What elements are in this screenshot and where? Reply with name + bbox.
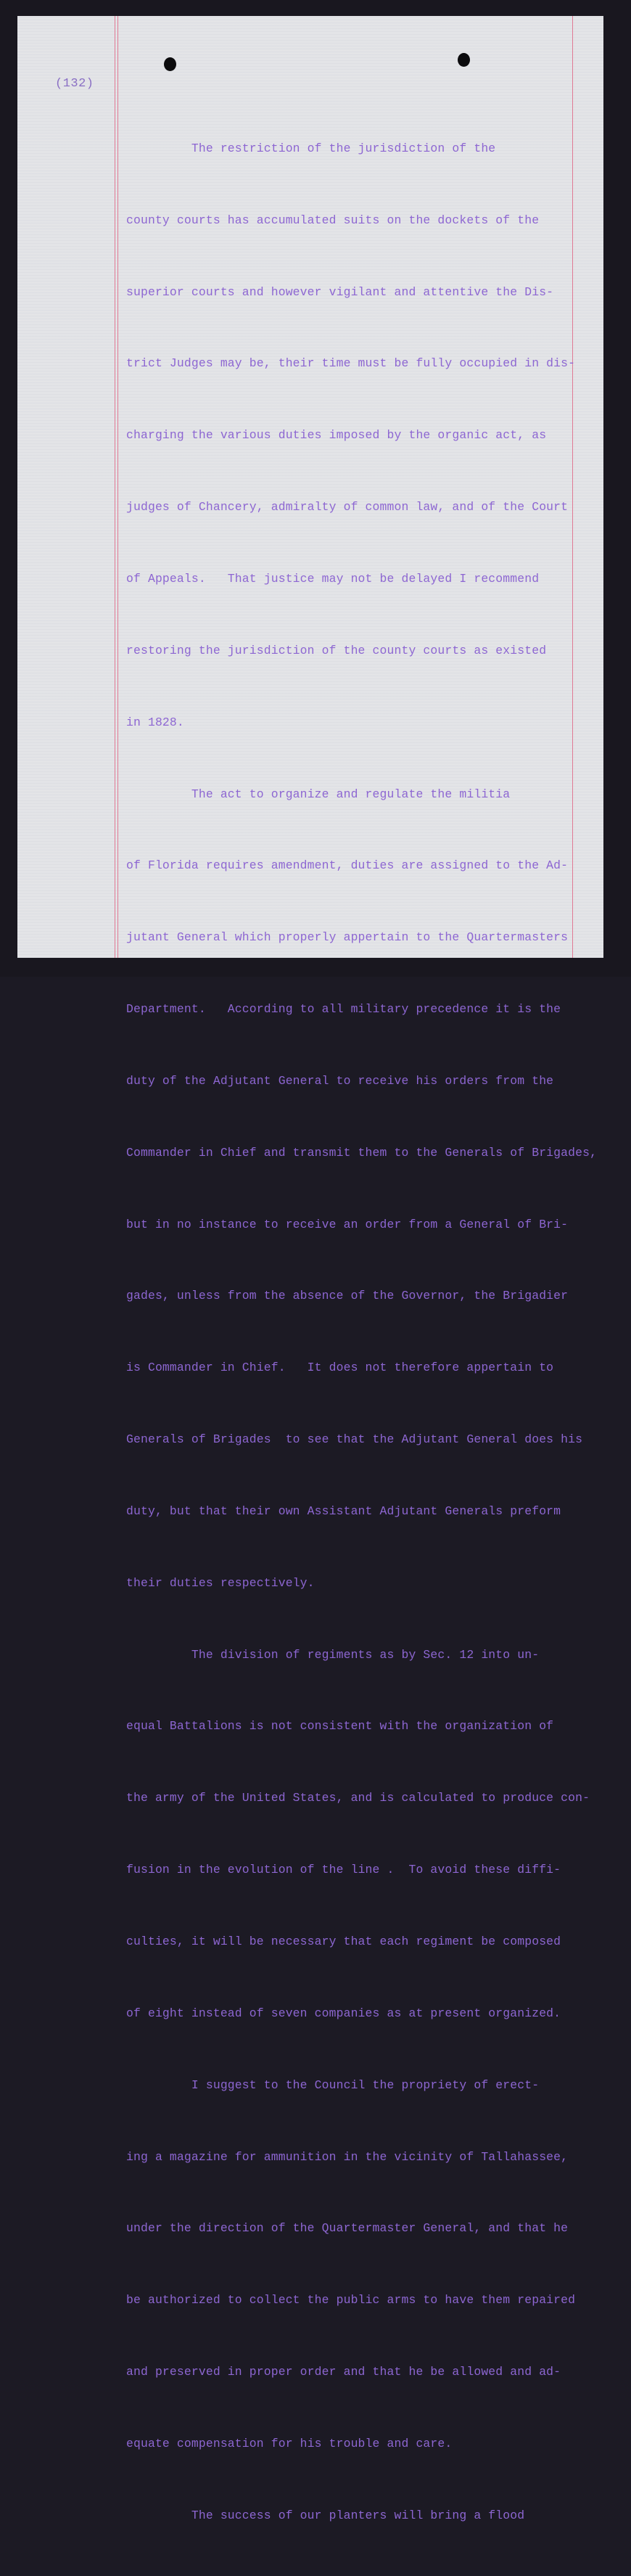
text-line: in 1828.: [126, 715, 184, 729]
text-line: The division of regiments as by Sec. 12 into un-: [126, 1647, 540, 1662]
document-page: [17, 16, 603, 2522]
text-line: of Appeals. That justice may not be delayed I recommend: [126, 571, 540, 586]
text-line: I suggest to the Council the propriety of erect-: [126, 2077, 540, 2092]
text-line: duty of the Adjutant General to receive his orders from the: [126, 1073, 554, 1088]
text-line: jutant General which properly appertain to the Quartermasters: [126, 930, 569, 945]
text-line: Commander in Chief and transmit them to the Generals of Brigades,: [126, 1145, 598, 1160]
text-line: judges of Chancery, admiralty of common law, and of the Court: [126, 500, 569, 514]
text-line: of Florida requires amendment, duties are assigned to the Ad-: [126, 858, 569, 873]
text-line: of eight instead of seven companies as at present organized.: [126, 2006, 561, 2020]
text-line: Department. According to all military precedence it is the: [126, 1002, 561, 1017]
text-line: gades, unless from the absence of the Governor, the Brigadier: [126, 1289, 569, 1303]
text-line: charging the various duties imposed by the organic act, as: [126, 428, 547, 443]
punch-hole: [164, 57, 176, 71]
text-line: county courts has accumulated suits on the dockets of the: [126, 213, 540, 227]
text-line: trict Judges may be, their time must be fully occupied in dis-: [126, 356, 576, 371]
text-line: The act to organize and regulate the militia: [126, 787, 511, 801]
text-line: under the direction of the Quartermaster General, and that he: [126, 2221, 569, 2236]
text-line: their duties respectively.: [126, 1575, 315, 1590]
text-line: superior courts and however vigilant and attentive the Dis-: [126, 284, 554, 299]
text-line: Generals of Brigades to see that the Adjutant General does his: [126, 1432, 583, 1447]
text-line: the army of the United States, and is calculated to produce con-: [126, 1791, 590, 1805]
page-number: (132): [55, 77, 94, 91]
text-line: equal Battalions is not consistent with the organization of: [126, 1719, 554, 1734]
text-line: is Commander in Chief. It does not therefore appertain to: [126, 1361, 554, 1375]
text-line: The restriction of the jurisdiction of the: [126, 141, 496, 155]
punch-hole: [458, 53, 470, 67]
text-line: but in no instance to receive an order from a General of Bri-: [126, 1217, 569, 1231]
text-line: The success of our planters will bring a flood: [126, 2508, 525, 2522]
left-margin-rule-inner: [117, 16, 118, 958]
text-line: equate compensation for his trouble and care.: [126, 2436, 453, 2450]
text-line: restoring the jurisdiction of the county courts as existed: [126, 643, 547, 657]
text-line: duty, but that their own Assistant Adjutant Generals preform: [126, 1504, 561, 1518]
text-line: and preserved in proper order and that he be allowed and ad-: [126, 2365, 561, 2379]
text-line: be authorized to collect the public arms to have them repaired: [126, 2293, 576, 2308]
text-line: fusion in the evolution of the line . To avoid these diffi-: [126, 1863, 561, 1877]
text-line: ing a magazine for ammunition in the vicinity of Tallahassee,: [126, 2149, 569, 2164]
typed-text-body: [126, 89, 605, 2576]
text-line: culties, it will be necessary that each regiment be composed: [126, 1935, 561, 1948]
